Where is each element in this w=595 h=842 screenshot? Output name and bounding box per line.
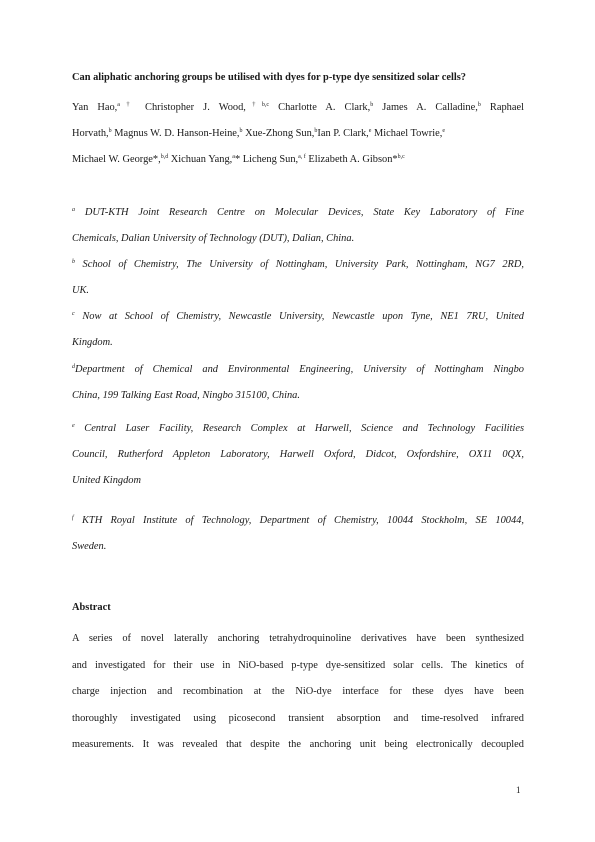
- author-line: Yan Hao,$^{a\dagger}$ Christopher J. Wood,$^{\dagger b,c}$ Charlotte A. Clark,$^b$ James A. Calladine,$^b$ Raphael: [72, 102, 524, 113]
- paper-title: Can aliphatic anchoring groups be utilised with dyes for p-type dye sensitized solar cells?: [72, 72, 467, 83]
- abstract-heading: Abstract: [72, 602, 111, 613]
- affiliation-d: $^d$Department of Chemical and Environmental Engineering, University of Nottingham Ningbo China, 199 Talking East Road, Ningbo 315100, China.: [72, 364, 524, 401]
- author-list: [72, 95, 524, 173]
- affiliation-e: $^e$ Central Laser Facility, Research Complex at Harwell, Science and Technology Facilities Council, Rutherford Appleton Laboratory, Harwell Oxford, Didcot, Oxfordshire, OX11 0QX, United Kingdom: [72, 423, 524, 486]
- page-number: 1: [516, 785, 521, 795]
- affiliation-b: $^b$ School of Chemistry, The University of Nottingham, University Park, Nottingham, NG7 2RD, UK.: [72, 259, 524, 296]
- affiliation-f: $^f$ KTH Royal Institute of Technology, Department of Chemistry, 10044 Stockholm, SE 10044, Sweden.: [72, 515, 524, 552]
- affiliation-c: $^c$ Now at School of Chemistry, Newcastle University, Newcastle upon Tyne, NE1 7RU, United Kingdom.: [72, 311, 524, 348]
- author-line: Horvath,$^b$ Magnus W. D. Hanson-Heine,$^b$ Xue-Zhong Sun,$^b$Ian P. Clark,$^e$ Michael Towrie,$^e$: [72, 128, 446, 139]
- author-line: Michael W. George*,$^{b,d}$ Xichuan Yang,$^a$* Licheng Sun,$^{a, f}$ Elizabeth A. Gibson*$^{b,c}$: [72, 154, 405, 165]
- abstract-body: A series of novel laterally anchoring tetrahydroquinoline derivatives have been synthesized and investigated for their use in NiO-based p-type dye-sensitized solar cells. The kinetics of charge injection and recombination at the NiO-dye interface for these dyes have been thoroughly investigated using picosecond transient absorption and time-resolved infrared measurements. It was revealed that despite the anchoring unit being electronically decoupled: [72, 633, 524, 750]
- affiliation-a: $^a$ DUT-KTH Joint Research Centre on Molecular Devices, State Key Laboratory of Fine Chemicals, Dalian University of Technology (DUT), Dalian, China.: [72, 207, 524, 244]
